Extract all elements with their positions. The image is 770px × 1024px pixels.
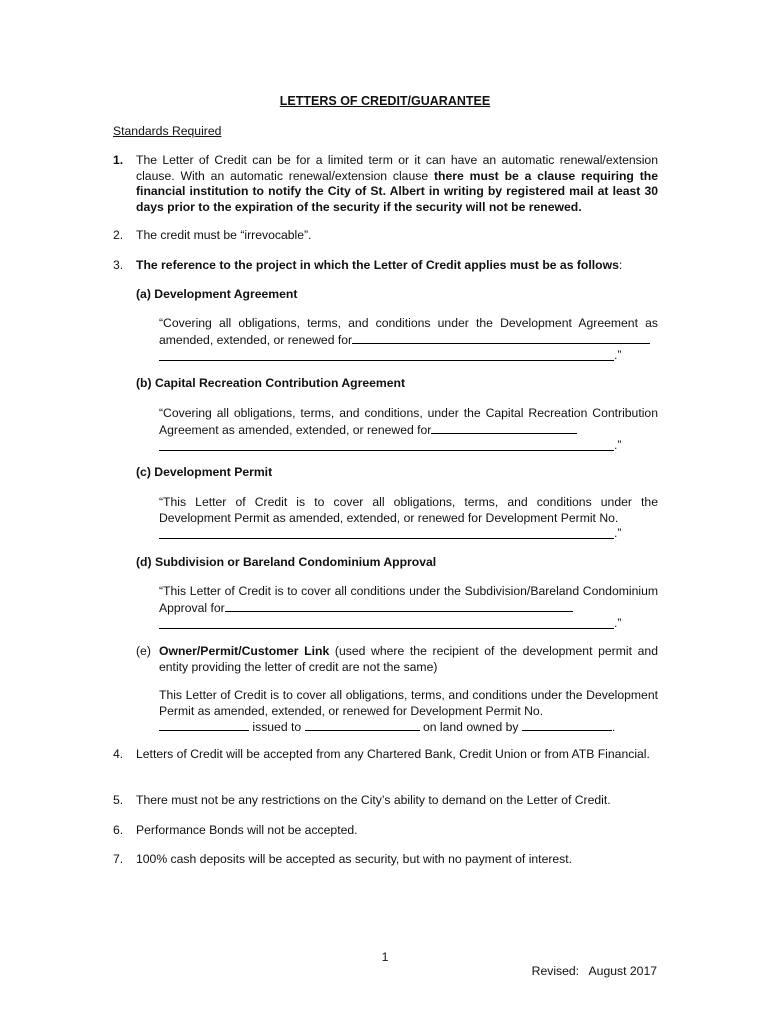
item-number: 2. [113,228,124,242]
sub-heading-d: (d) Subdivision or Bareland Condominium Approval [136,555,437,569]
fill-in-line[interactable] [159,450,614,451]
sub-heading-b: (b) Capital Recreation Contribution Agreement [136,376,406,390]
fill-in-line[interactable] [159,360,614,361]
fill-in-line[interactable] [159,628,614,629]
section-heading: Standards Required [113,124,222,138]
item-number: 1. [113,153,124,167]
item-number: 5. [113,793,124,807]
owner-blank[interactable] [522,719,612,731]
issued-to-blank[interactable] [305,719,420,731]
item-number: 3. [113,258,124,272]
sub-heading-a: (a) Development Agreement [136,287,298,301]
fill-in-line[interactable] [159,538,614,539]
fill-in-blank[interactable] [225,600,573,612]
item-number: 4. [113,747,124,761]
document-page: LETTERS OF CREDIT/GUARANTEE Standards Required 1. The Letter of Credit can be for a limited term or it can have an automatic renewal/extension clause. With an automatic renewal/extension clause there must be a clause requiring the financial institution to notify the City of St. Albert in writing by registered mail at least 30 days prior to the expiration of the security if the security will not be renewed. 2. The credit must be “irrevocable”. 3. The reference to the project in which the Letter of Credit applies must be as follows: (a) Development Agreement “Covering all obligations, terms, and conditions under the Development Agreement as amended, extended, or renewed for .” (b) Capital Recreation Contribution Agreement “Covering all obligations, terms, and conditions, under the Capital Recreation Contribution Agreement as amended, extended, or renewed for .” (c) Development Permit “This Letter of Credit is to cover all obligations, terms, and conditions under the Development Permit as amended, extended, or renewed for Development Permit No. .” (d) Subdivision or Bareland Condominium Approval “This Letter of Credit is to cover all conditions under the Subdivision/Bareland Condominium Approval for .” (e) Owner/Permit/Customer Link (used where the recipient of the development permit and entity providing the letter of credit are not the same) This Letter of Credit is to cover all obligations, terms, and conditions under the Development Permit as amended, extended, or renewed for Development Permit No. issued to on land owned by . 4. Letters of Credit will be accepted from any Chartered Bank, Credit Union or from ATB Financial. 5. There must not be any restrictions on the City’s ability to demand on the Letter of Credit. 6. Performance Bonds will not be accepted. 7. 100% cash deposits will be accepted as security, but with no payment of interest. 1 Revised: August 2017 [0,0,770,1024]
item-text: Performance Bonds will not be accepted. [136,823,358,837]
item-number: 7. [113,852,124,866]
item-text: The credit must be “irrevocable”. [136,228,312,242]
fill-in-blank[interactable] [352,332,650,344]
item-text: Letters of Credit will be accepted from any Chartered Bank, Credit Union or from ATB Financial. [136,747,650,761]
clause-c: “This Letter of Credit is to cover all obligations, terms, and conditions under the Development Permit as amended, extended, or renewed for Development Permit No. .” [159,495,658,540]
item-text: The Letter of Credit can be for a limited term or it can have an automatic renewal/extension clause. With an automatic renewal/extension clause there must be a clause requiring the financial institution to notify the City of St. Albert in writing by registered mail at least 30 days prior to the expiration of the security if the security will not be renewed. [136,153,659,214]
item-number: 6. [113,823,124,837]
clause-b: “Covering all obligations, terms, and conditions, under the Capital Recreation Contribution Agreement as amended, extended, or renewed for .” [159,406,658,452]
revision-date: Revised: August 2017 [531,964,657,978]
fill-in-blank[interactable] [431,422,577,434]
item-text: The reference to the project in which the Letter of Credit applies must be as follows: [136,258,623,272]
clause-e: This Letter of Credit is to cover all obligations, terms, and conditions under the Development Permit as amended, extended, or renewed for Development Permit No. issued to on land owned by . [159,688,658,734]
item-text: There must not be any restrictions on the City’s ability to demand on the Letter of Credit. [136,793,611,807]
item-text: 100% cash deposits will be accepted as security, but with no payment of interest. [136,852,573,866]
clause-d: “This Letter of Credit is to cover all conditions under the Subdivision/Bareland Condominium Approval for .” [159,584,658,630]
sub-heading-c: (c) Development Permit [136,465,273,479]
page-number: 1 [381,950,389,964]
document-title: LETTERS OF CREDIT/GUARANTEE [279,94,491,108]
permit-number-blank[interactable] [159,719,249,731]
clause-a: “Covering all obligations, terms, and conditions under the Development Agreement as amended, extended, or renewed for .” [159,316,658,362]
